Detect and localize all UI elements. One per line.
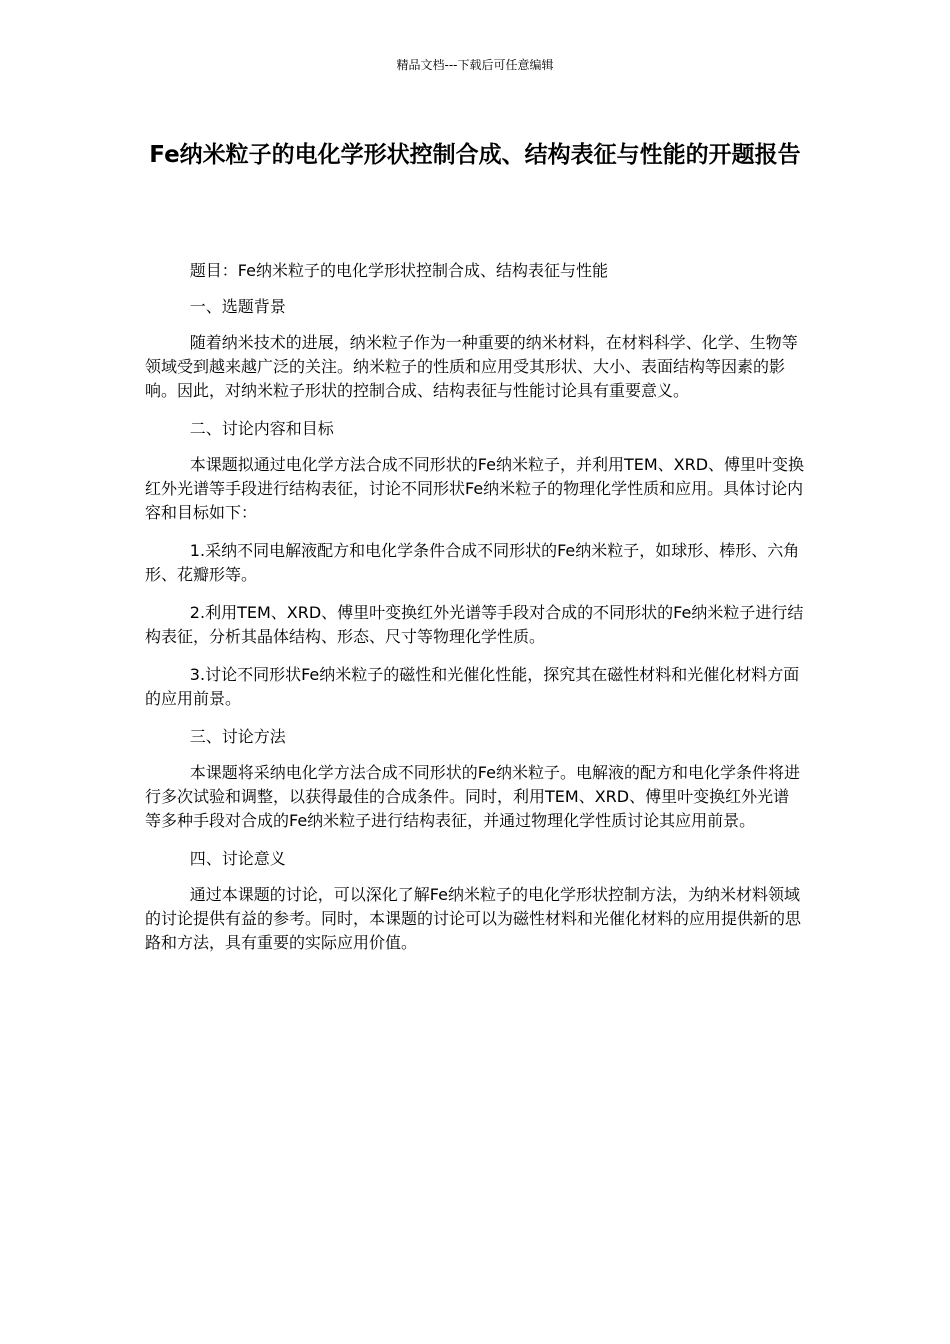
document-body (145, 259, 805, 969)
section-heading-significance: 四、讨论意义 (189, 849, 286, 868)
section-heading-content-goals: 二、讨论内容和目标 (189, 419, 334, 438)
section-heading-background: 一、选题背景 (189, 297, 286, 316)
list-item: 3.讨论不同形状Fe纳米粒子的磁性和光催化性能，探究其在磁性材料和光催化材料方面的应用前景。 (145, 665, 800, 708)
section-heading-methods: 三、讨论方法 (189, 727, 286, 746)
section-body-significance: 通过本课题的讨论，可以深化了解Fe纳米粒子的电化学形状控制方法，为纳米材料领域的讨论提供有益的参考。同时，本课题的讨论可以为磁性材料和光催化材料的应用提供新的思路和方法，具有重要的实际应用价值。 (145, 885, 802, 952)
list-item: 1.采纳不同电解液配方和电化学条件合成不同形状的Fe纳米粒子，如球形、棒形、六角形、花瓣形等。 (145, 541, 800, 584)
list-item: 2.利用TEM、XRD、傅里叶变换红外光谱等手段对合成的不同形状的Fe纳米粒子进行结构表征，分析其晶体结构、形态、尺寸等物理化学性质。 (145, 603, 804, 646)
section-body-background: 随着纳米技术的进展，纳米粒子作为一种重要的纳米材料，在材料科学、化学、生物等领域受到越来越广泛的关注。纳米粒子的性质和应用受其形状、大小、表面结构等因素的影响。因此，对纳米粒子形状的控制合成、结构表征与性能讨论具有重要意义。 (145, 333, 798, 400)
section-body-methods: 本课题将采纳电化学方法合成不同形状的Fe纳米粒子。电解液的配方和电化学条件将进行多次试验和调整，以获得最佳的合成条件。同时，利用TEM、XRD、傅里叶变换红外光谱等多种手段对合成的Fe纳米粒子进行结构表征，并通过物理化学性质讨论其应用前景。 (145, 763, 800, 830)
document-title: Fe纳米粒子的电化学形状控制合成、结构表征与性能的开题报告 (149, 142, 801, 168)
header-note: 精品文档---下载后可任意编辑 (396, 58, 554, 72)
section-body-content-goals: 本课题拟通过电化学方法合成不同形状的Fe纳米粒子，并利用TEM、XRD、傅里叶变换红外光谱等手段进行结构表征，讨论不同形状Fe纳米粒子的物理化学性质和应用。具体讨论内容和目标如下： (145, 455, 805, 522)
topic-line: 题目：Fe纳米粒子的电化学形状控制合成、结构表征与性能 (189, 261, 608, 280)
